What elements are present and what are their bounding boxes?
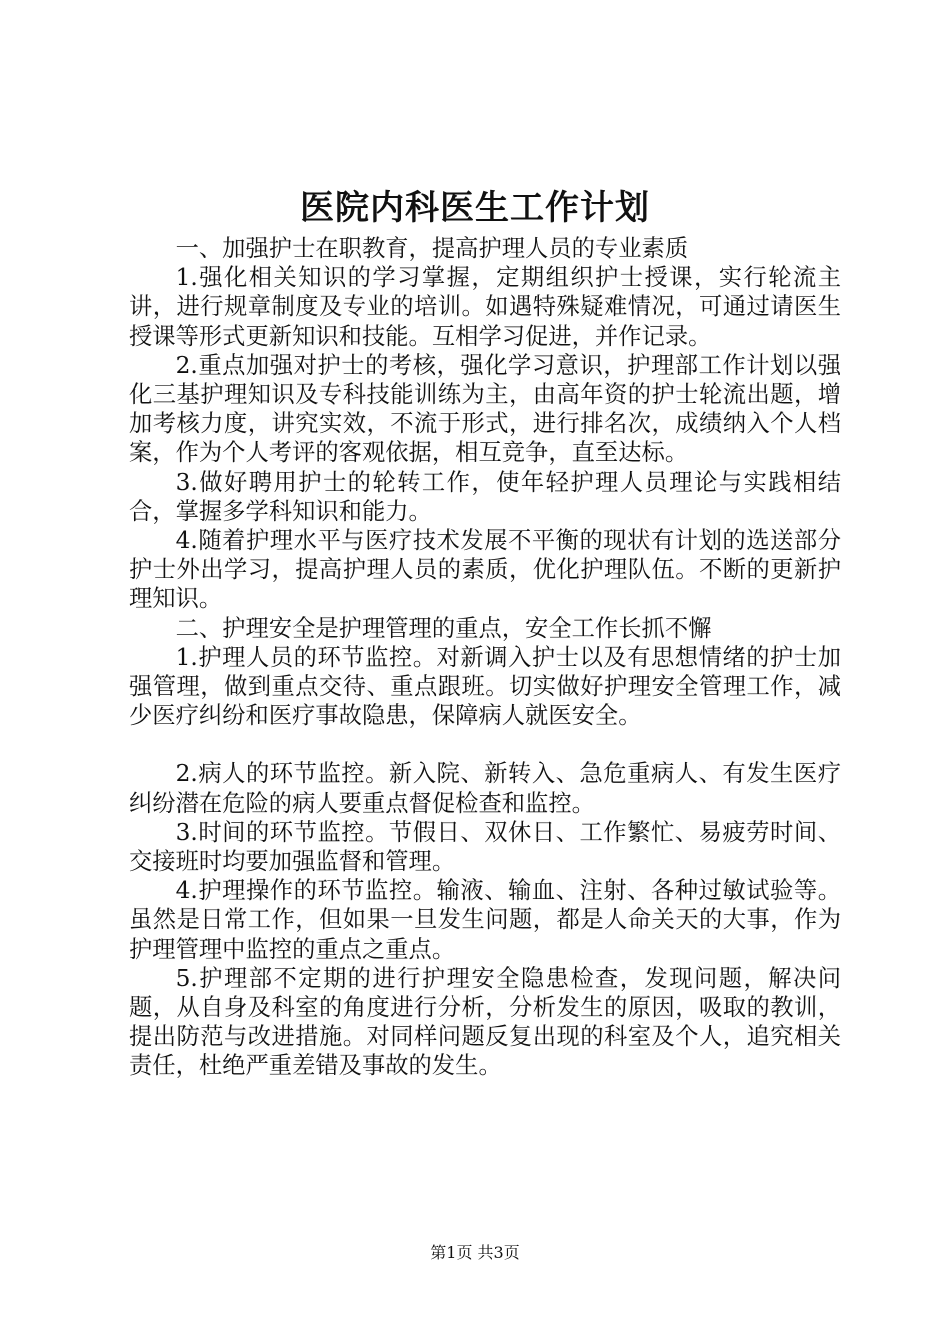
document-title: 医院内科医生工作计划 (300, 188, 650, 228)
paragraph: 4.随着护理水平与医疗技术发展不平衡的现状有计划的选送部分护士外出学习，提高护理人员的素质，优化护理队伍。不断的更新护理知识。 (129, 527, 841, 613)
paragraph: 1.强化相关知识的学习掌握，定期组织护士授课，实行轮流主讲，进行规章制度及专业的培训。如遇特殊疑难情况，可通过请医生授课等形式更新知识和技能。互相学习促进，并作记录。 (129, 264, 841, 350)
section-heading-1: 一、加强护士在职教育，提高护理人员的专业素质 (175, 235, 689, 262)
paragraph: 2.病人的环节监控。新入院、新转入、急危重病人、有发生医疗纠纷潜在危险的病人要重点督促检查和监控。 (129, 760, 841, 817)
document-body (129, 234, 841, 1081)
paragraph: 3.做好聘用护士的轮转工作，使年轻护理人员理论与实践相结合，掌握多学科知识和能力。 (129, 468, 841, 525)
paragraph: 2.重点加强对护士的考核，强化学习意识，护理部工作计划以强化三基护理知识及专科技能训练为主，由高年资的护士轮流出题，增加考核力度，讲究实效，不流于形式，进行排名次，成绩纳入个人档案，作为个人考评的客观依据，相互竞争，直至达标。 (129, 351, 841, 467)
paragraph: 5.护理部不定期的进行护理安全隐患检查，发现问题，解决问题，从自身及科室的角度进行分析，分析发生的原因，吸取的教训，提出防范与改进措施。对同样问题反复出现的科室及个人，追究相关责任，杜绝严重差错及事故的发生。 (129, 964, 841, 1080)
page-number-footer: 第1页 共3页 (430, 1243, 520, 1262)
paragraph: 4.护理操作的环节监控。输液、输血、注射、各种过敏试验等。虽然是日常工作，但如果一旦发生问题，都是人命关天的大事，作为护理管理中监控的重点之重点。 (129, 877, 841, 963)
paragraph: 1.护理人员的环节监控。对新调入护士以及有思想情绪的护士加强管理，做到重点交待、重点跟班。切实做好护理安全管理工作，减少医疗纠纷和医疗事故隐患，保障病人就医安全。 (129, 643, 841, 730)
section-heading-2: 二、护理安全是护理管理的重点，安全工作长抓不懈 (175, 614, 712, 642)
paragraph: 3.时间的环节监控。节假日、双休日、工作繁忙、易疲劳时间、交接班时均要加强监督和管理。 (129, 818, 841, 876)
